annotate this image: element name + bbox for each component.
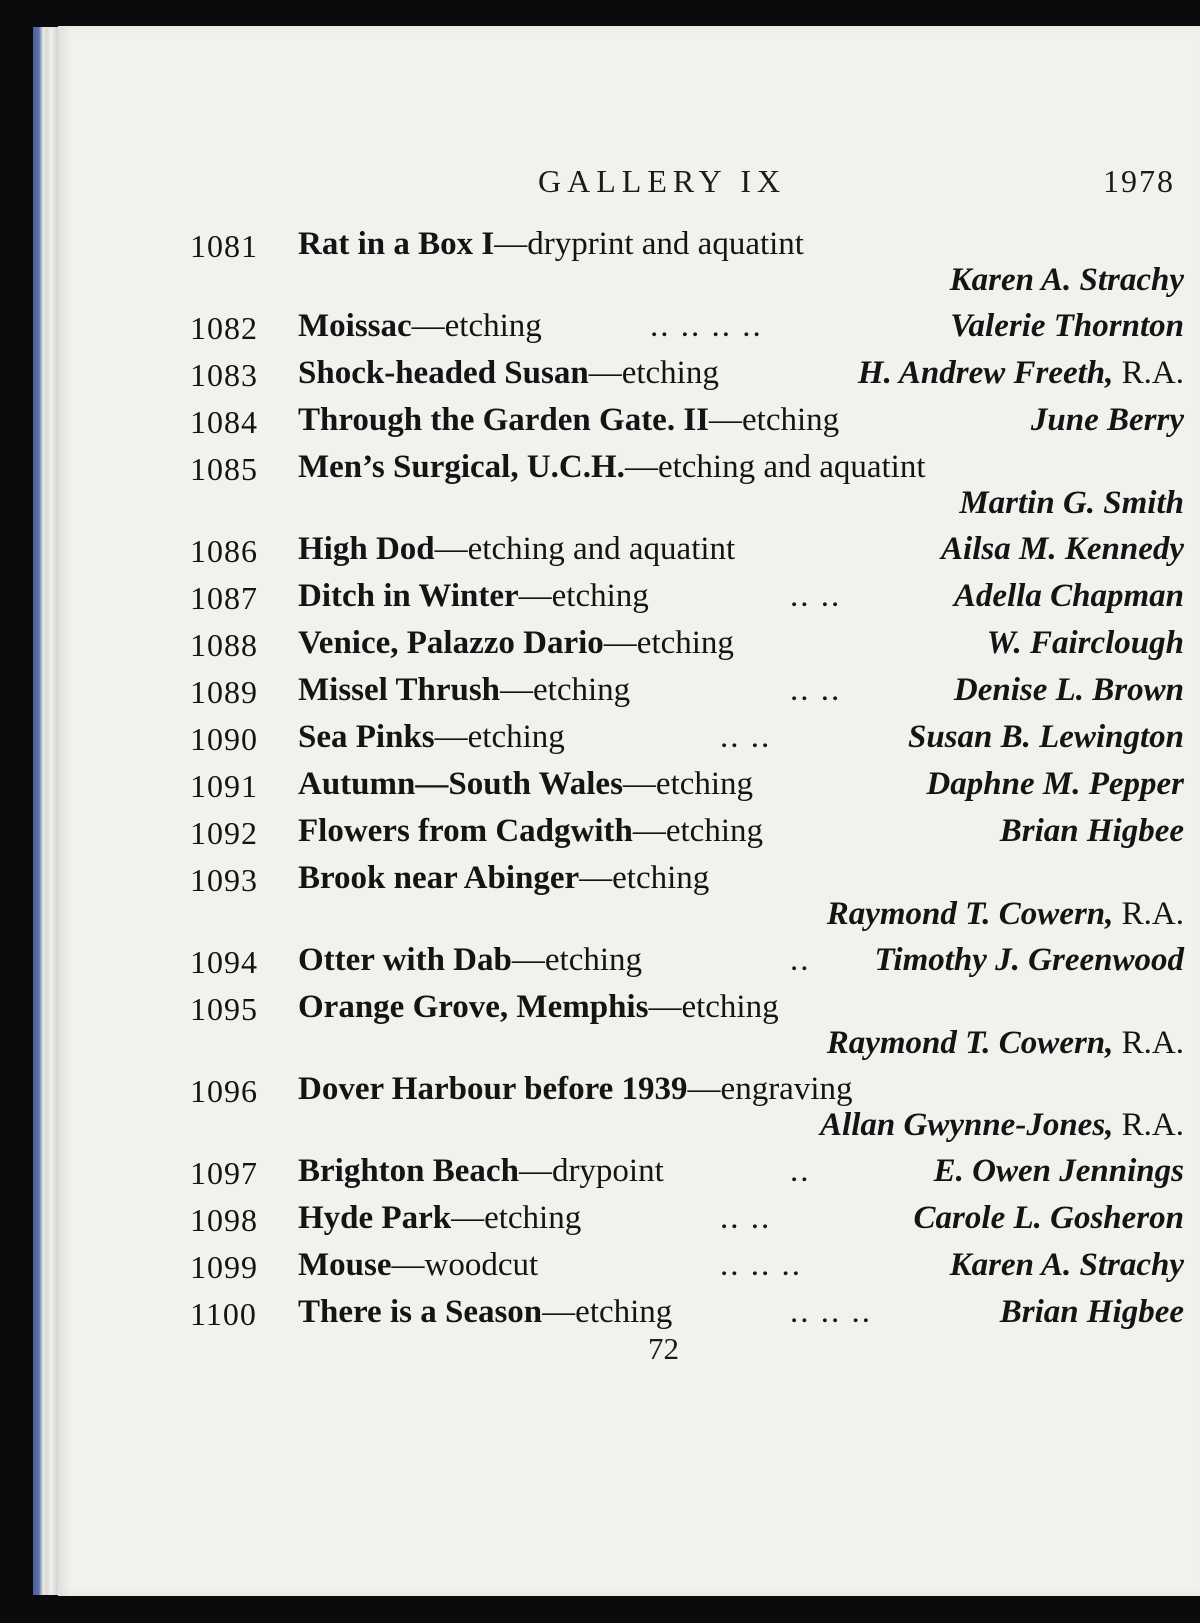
entry-number: 1100 [190, 1296, 257, 1332]
entry-number: 1081 [190, 228, 258, 264]
entry-artist: Valerie Thornton [950, 308, 1184, 344]
entry-artist: Karen A. Strachy [949, 1247, 1184, 1283]
entry-number: 1088 [190, 627, 258, 663]
entry-number: 1099 [190, 1249, 258, 1285]
entry-title: Men’s Surgical, U.C.H.—etching and aquatint [298, 449, 926, 485]
entry-title: Venice, Palazzo Dario—etching [298, 625, 734, 661]
entry-list [190, 226, 1200, 1341]
entry-number: 1096 [190, 1073, 258, 1109]
entry-artist: June Berry [1030, 402, 1184, 438]
entry-title: Rat in a Box I—dryprint and aquatint [298, 226, 804, 262]
leader-dots: .. .. [720, 719, 772, 755]
leader-dots: .. [790, 1153, 811, 1189]
page-number: 72 [648, 1331, 679, 1366]
entry-number: 1094 [190, 944, 258, 980]
entry-artist: Raymond T. Cowern, R.A. [826, 896, 1184, 932]
entry-1091 [190, 766, 1200, 813]
entry-1093 [190, 860, 1200, 942]
entry-number: 1084 [190, 404, 258, 440]
entry-title: Brook near Abinger—etching [298, 860, 710, 896]
entry-title: Dover Harbour before 1939—engraving [298, 1071, 853, 1107]
leader-dots: .. .. [720, 1200, 772, 1236]
entry-number: 1086 [190, 533, 258, 569]
entry-title: Hyde Park—etching [298, 1200, 582, 1236]
entry-1088 [190, 625, 1200, 672]
entry-number: 1090 [190, 721, 258, 757]
entry-1084 [190, 402, 1200, 449]
entry-1089 [190, 672, 1200, 719]
entry-1087 [190, 578, 1200, 625]
entry-title: There is a Season—etching [298, 1294, 673, 1330]
entry-number: 1083 [190, 357, 258, 393]
entry-number: 1098 [190, 1202, 258, 1238]
entry-title: High Dod—etching and aquatint [298, 531, 736, 567]
entry-number: 1093 [190, 862, 258, 898]
entry-number: 1091 [190, 768, 258, 804]
entry-artist: Denise L. Brown [953, 672, 1184, 708]
entry-artist: W. Fairclough [986, 625, 1184, 661]
entry-1100 [190, 1294, 1200, 1341]
entry-1097 [190, 1153, 1200, 1200]
entry-title: Otter with Dab—etching [298, 942, 643, 978]
entry-1086 [190, 531, 1200, 578]
entry-artist: Daphne M. Pepper [926, 766, 1184, 802]
entry-number: 1095 [190, 991, 258, 1027]
entry-title: Ditch in Winter—etching [298, 578, 649, 614]
entry-number: 1092 [190, 815, 258, 851]
entry-1081 [190, 226, 1200, 308]
entry-number: 1082 [190, 310, 258, 346]
entry-artist: Adella Chapman [953, 578, 1184, 614]
entry-title: Moissac—etching [298, 308, 542, 344]
entry-artist: Brian Higbee [999, 813, 1184, 849]
leader-dots: .. .. .. [790, 1294, 872, 1330]
entry-title: Orange Grove, Memphis—etching [298, 989, 779, 1025]
entry-1090 [190, 719, 1200, 766]
leader-dots: .. .. .. .. [650, 308, 763, 344]
entry-artist: Allan Gwynne-Jones, R.A. [820, 1107, 1184, 1143]
entry-title: Through the Garden Gate. II—etching [298, 402, 840, 438]
entry-number: 1085 [190, 451, 258, 487]
leader-dots: .. .. .. [720, 1247, 802, 1283]
entry-title: Missel Thrush—etching [298, 672, 631, 708]
entry-1082 [190, 308, 1200, 355]
entry-number: 1087 [190, 580, 258, 616]
entry-title: Mouse—woodcut [298, 1247, 539, 1283]
entry-artist: Susan B. Lewington [907, 719, 1184, 755]
leader-dots: .. .. [790, 578, 842, 614]
entry-number: 1097 [190, 1155, 258, 1191]
entry-1094 [190, 942, 1200, 989]
entry-title: Flowers from Cadgwith—etching [298, 813, 763, 849]
entry-artist: Martin G. Smith [959, 485, 1184, 521]
entry-artist: Carole L. Gosheron [913, 1200, 1184, 1236]
entry-artist: Brian Higbee [999, 1294, 1184, 1330]
entry-title: Autumn—South Wales—etching [298, 766, 754, 802]
leader-dots: .. .. [790, 672, 842, 708]
gallery-title: GALLERY IX [538, 163, 787, 199]
entry-1092 [190, 813, 1200, 860]
year: 1978 [1103, 163, 1175, 199]
entry-artist: Timothy J. Greenwood [874, 942, 1184, 978]
entry-title: Brighton Beach—drypoint [298, 1153, 664, 1189]
entry-title: Sea Pinks—etching [298, 719, 565, 755]
entry-title: Shock-headed Susan—etching [298, 355, 719, 391]
entry-1098 [190, 1200, 1200, 1247]
entry-artist: Ailsa M. Kennedy [941, 531, 1184, 567]
catalogue-page [58, 26, 1200, 1596]
entry-1095 [190, 989, 1200, 1071]
entry-artist: E. Owen Jennings [933, 1153, 1184, 1189]
entry-1083 [190, 355, 1200, 402]
entry-artist: Raymond T. Cowern, R.A. [826, 1025, 1184, 1061]
running-head [58, 163, 1200, 203]
entry-number: 1089 [190, 674, 258, 710]
leader-dots: .. [790, 942, 811, 978]
entry-1085 [190, 449, 1200, 531]
entry-1099 [190, 1247, 1200, 1294]
entry-1096 [190, 1071, 1200, 1153]
entry-artist: Karen A. Strachy [949, 262, 1184, 298]
entry-artist: H. Andrew Freeth, R.A. [857, 355, 1184, 391]
